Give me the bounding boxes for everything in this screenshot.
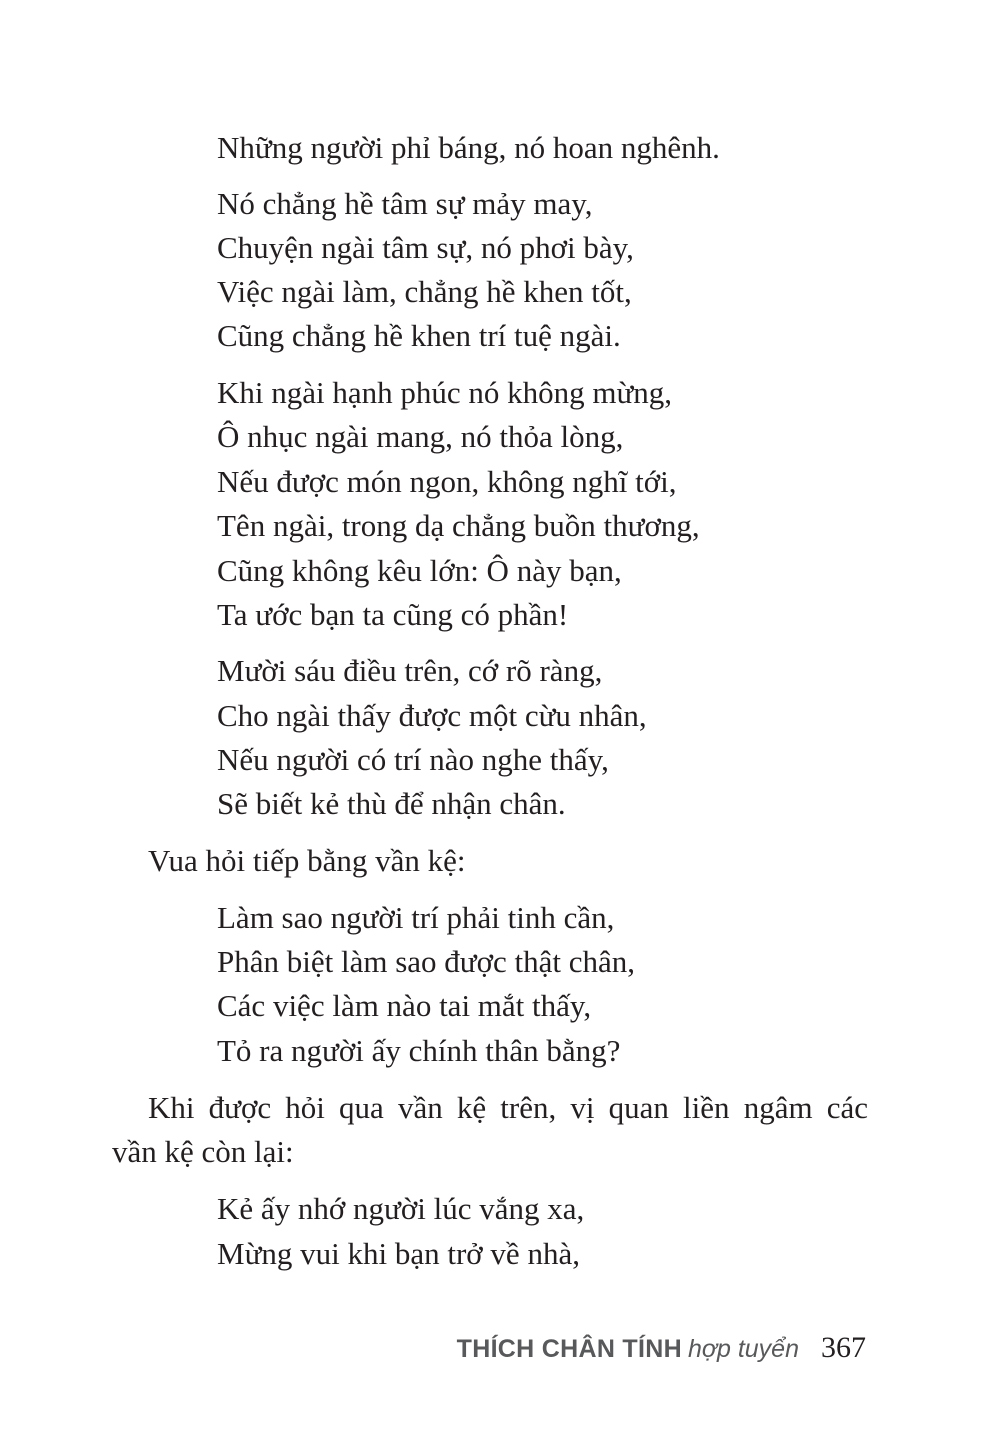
verse-line: Cho ngài thấy được một cừu nhân, — [217, 698, 647, 733]
page-number: 367 — [821, 1331, 866, 1364]
verse-line: Khi ngài hạnh phúc nó không mừng, — [217, 375, 673, 410]
verse-line: Chuyện ngài tâm sự, nó phơi bày, — [217, 230, 634, 265]
verse-line: Cũng chẳng hề khen trí tuệ ngài. — [217, 318, 621, 353]
footer-author: THÍCH CHÂN TÍNH — [456, 1335, 682, 1363]
verse-line: Việc ngài làm, chẳng hề khen tốt, — [217, 274, 632, 309]
verse-line: Làm sao người trí phải tinh cần, — [217, 900, 615, 935]
verse-line: Sẽ biết kẻ thù để nhận chân. — [217, 786, 566, 821]
verse-line: Tỏ ra người ấy chính thân bằng? — [217, 1033, 621, 1068]
verse-line: Nó chẳng hề tâm sự mảy may, — [217, 186, 593, 221]
verse-line: Mười sáu điều trên, cớ rõ ràng, — [217, 653, 603, 688]
footer-subtitle: hợp tuyển — [687, 1335, 799, 1363]
verse-line: Ta ước bạn ta cũng có phần! — [217, 597, 569, 632]
verse-line: Tên ngài, trong dạ chẳng buồn thương, — [217, 508, 700, 543]
verse-line: Mừng vui khi bạn trở về nhà, — [217, 1236, 580, 1271]
verse-line: Phân biệt làm sao được thật chân, — [217, 944, 636, 979]
verse-line: Nếu được món ngon, không nghĩ tới, — [217, 464, 677, 499]
verse-line: Nếu người có trí nào nghe thấy, — [217, 742, 609, 777]
verse-line: Kẻ ấy nhớ người lúc vắng xa, — [217, 1191, 585, 1226]
verse-line: Cũng không kêu lớn: Ô này bạn, — [217, 553, 622, 588]
verse-line: Ô nhục ngài mang, nó thỏa lòng, — [217, 419, 624, 454]
prose-paragraph-line: vần kệ còn lại: — [112, 1134, 294, 1169]
prose-paragraph: Vua hỏi tiếp bằng vần kệ: — [148, 843, 466, 878]
verse-line: Các việc làm nào tai mắt thấy, — [217, 988, 592, 1023]
page-footer — [457, 1326, 866, 1370]
prose-paragraph-line: Khi được hỏi qua vần kệ trên, vị quan liền ngâm các — [148, 1090, 868, 1125]
verse-line: Những người phỉ báng, nó hoan nghênh. — [217, 130, 720, 165]
